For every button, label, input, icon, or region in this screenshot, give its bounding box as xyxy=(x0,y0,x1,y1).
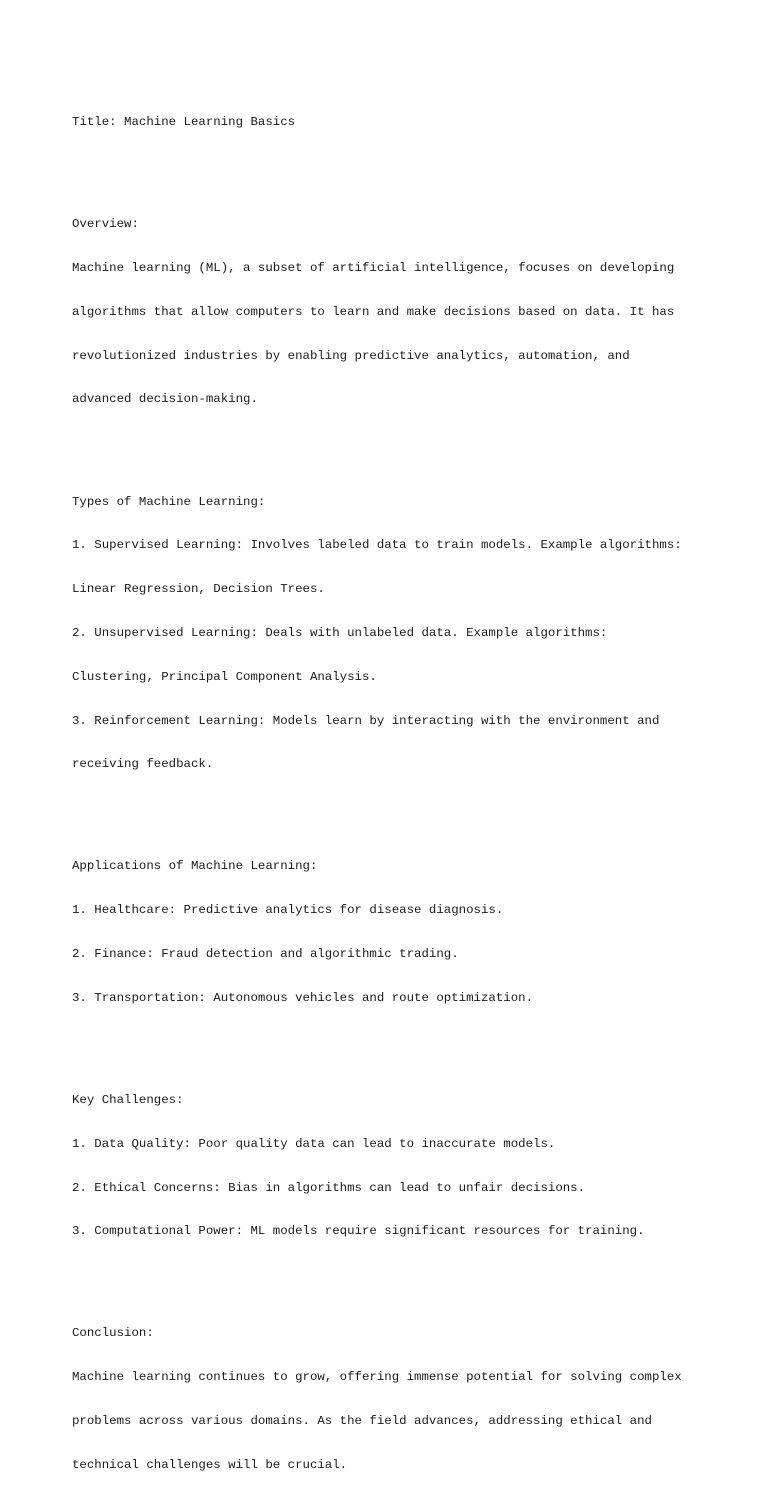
applications-line: 1. Healthcare: Predictive analytics for disease diagnosis. xyxy=(72,903,504,918)
spacer xyxy=(72,159,732,174)
types-heading: Types of Machine Learning: xyxy=(72,494,266,509)
challenges-line: 3. Computational Power: ML models require significant resources for training. xyxy=(72,1224,645,1239)
spacer xyxy=(72,436,732,451)
overview-line: Machine learning (ML), a subset of artificial intelligence, focuses on developing xyxy=(72,261,675,276)
applications-line: 2. Finance: Fraud detection and algorithmic trading. xyxy=(72,947,459,962)
types-line: 1. Supervised Learning: Involves labeled data to train models. Example algorithms: xyxy=(72,538,682,553)
types-line: Linear Regression, Decision Trees. xyxy=(72,582,325,597)
challenges-line: 2. Ethical Concerns: Bias in algorithms can lead to unfair decisions. xyxy=(72,1180,586,1195)
overview-line: revolutionized industries by enabling predictive analytics, automation, and xyxy=(72,348,630,363)
applications-heading: Applications of Machine Learning: xyxy=(72,859,318,874)
types-line: 3. Reinforcement Learning: Models learn by interacting with the environment and xyxy=(72,713,660,728)
applications-line: 3. Transportation: Autonomous vehicles and route optimization. xyxy=(72,990,534,1005)
conclusion-line: Machine learning continues to grow, offering immense potential for solving complex xyxy=(72,1370,682,1385)
document-body xyxy=(72,86,732,1487)
challenges-heading: Key Challenges: xyxy=(72,1092,184,1107)
overview-line: algorithms that allow computers to learn and make decisions based on data. It has xyxy=(72,304,675,319)
spacer xyxy=(72,1268,732,1283)
types-line: Clustering, Principal Component Analysis. xyxy=(72,669,377,684)
challenges-line: 1. Data Quality: Poor quality data can lead to inaccurate models. xyxy=(72,1136,556,1151)
spacer xyxy=(72,1035,732,1050)
conclusion-heading: Conclusion: xyxy=(72,1326,154,1341)
types-line: 2. Unsupervised Learning: Deals with unlabeled data. Example algorithms: xyxy=(72,625,608,640)
overview-line: advanced decision-making. xyxy=(72,392,258,407)
spacer xyxy=(72,801,732,816)
conclusion-line: problems across various domains. As the field advances, addressing ethical and xyxy=(72,1414,652,1429)
types-line: receiving feedback. xyxy=(72,757,214,772)
document-title: Title: Machine Learning Basics xyxy=(72,115,296,130)
overview-heading: Overview: xyxy=(72,217,139,232)
conclusion-line: technical challenges will be crucial. xyxy=(72,1457,348,1472)
